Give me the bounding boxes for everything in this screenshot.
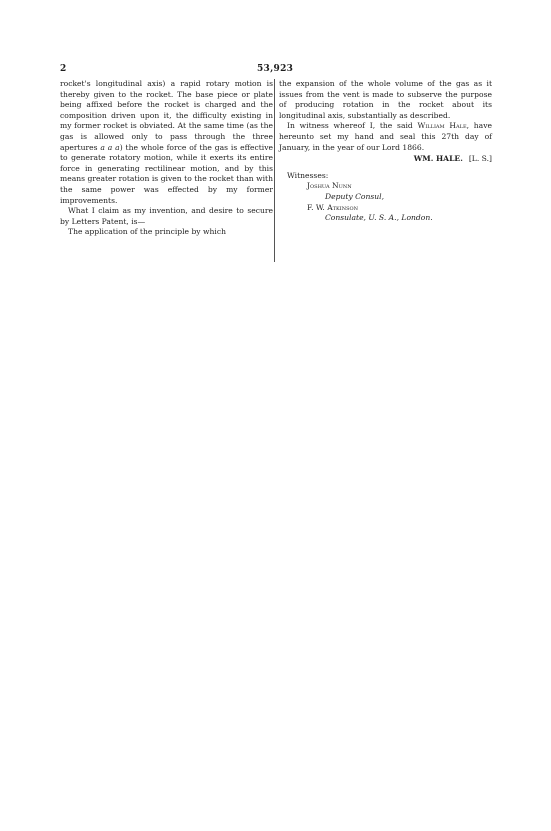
left-paragraph-1-part-b: ) the whole force of the gas is effective to generate rotatory motion, while it exerts its entire force in generating rectilinear motion, and by this means greater rotation is given to the rocket than with the same power was effected by my former improvements. (60, 142, 274, 205)
claim-start-paragraph: The application of the principle by which (68, 227, 226, 237)
witness-2-title: Consulate, U. S. A., London. (325, 213, 433, 223)
right-column (279, 79, 492, 224)
left-paragraph-1-part-a: rocket's longitudinal axis) a rapid rotary motion is thereby given to the rocket. The base piece or plate being affixed before the rocket is charged and the composition driven upon it, the difficulty existing in my former rocket is obviated. At the same time (as the gas is allowed only to pass through the three apertures (60, 79, 273, 152)
claim-continuation-paragraph: the expansion of the whole volume of the gas as it issues from the vent is made to subserve the purpose of producing rotation in the rocket about its longitudinal axis, substantially as described. (279, 79, 492, 120)
witness-1-name: Joshua Nunn (307, 181, 352, 191)
signature-line (279, 154, 492, 165)
seal-mark: [L. S.] (468, 154, 492, 164)
page-number: 2 (60, 64, 67, 74)
witness-2-name: F. W. Atkinson (307, 202, 359, 212)
column-divider (274, 79, 275, 262)
inventor-name: William Hale (417, 121, 467, 131)
signature-name: WM. HALE. (413, 154, 463, 164)
witness-1-title: Deputy Consul, (325, 191, 384, 201)
witness-paragraph-part-a: In witness whereof I, the said (287, 121, 418, 131)
left-paragraph-1 (60, 79, 273, 206)
apertures-italic: a a a (100, 142, 120, 152)
witness-paragraph (279, 121, 492, 153)
claim-intro-paragraph: What I claim as my invention, and desire to secure by Letters Patent, is— (60, 206, 273, 226)
witnesses-label: Witnesses: (287, 170, 329, 180)
witness-paragraph-part-b: , have hereunto set my hand and seal this 27th day of January, in the year of our Lord 1866. (279, 121, 492, 152)
left-column (60, 79, 273, 238)
patent-number: 53,923 (257, 64, 294, 74)
